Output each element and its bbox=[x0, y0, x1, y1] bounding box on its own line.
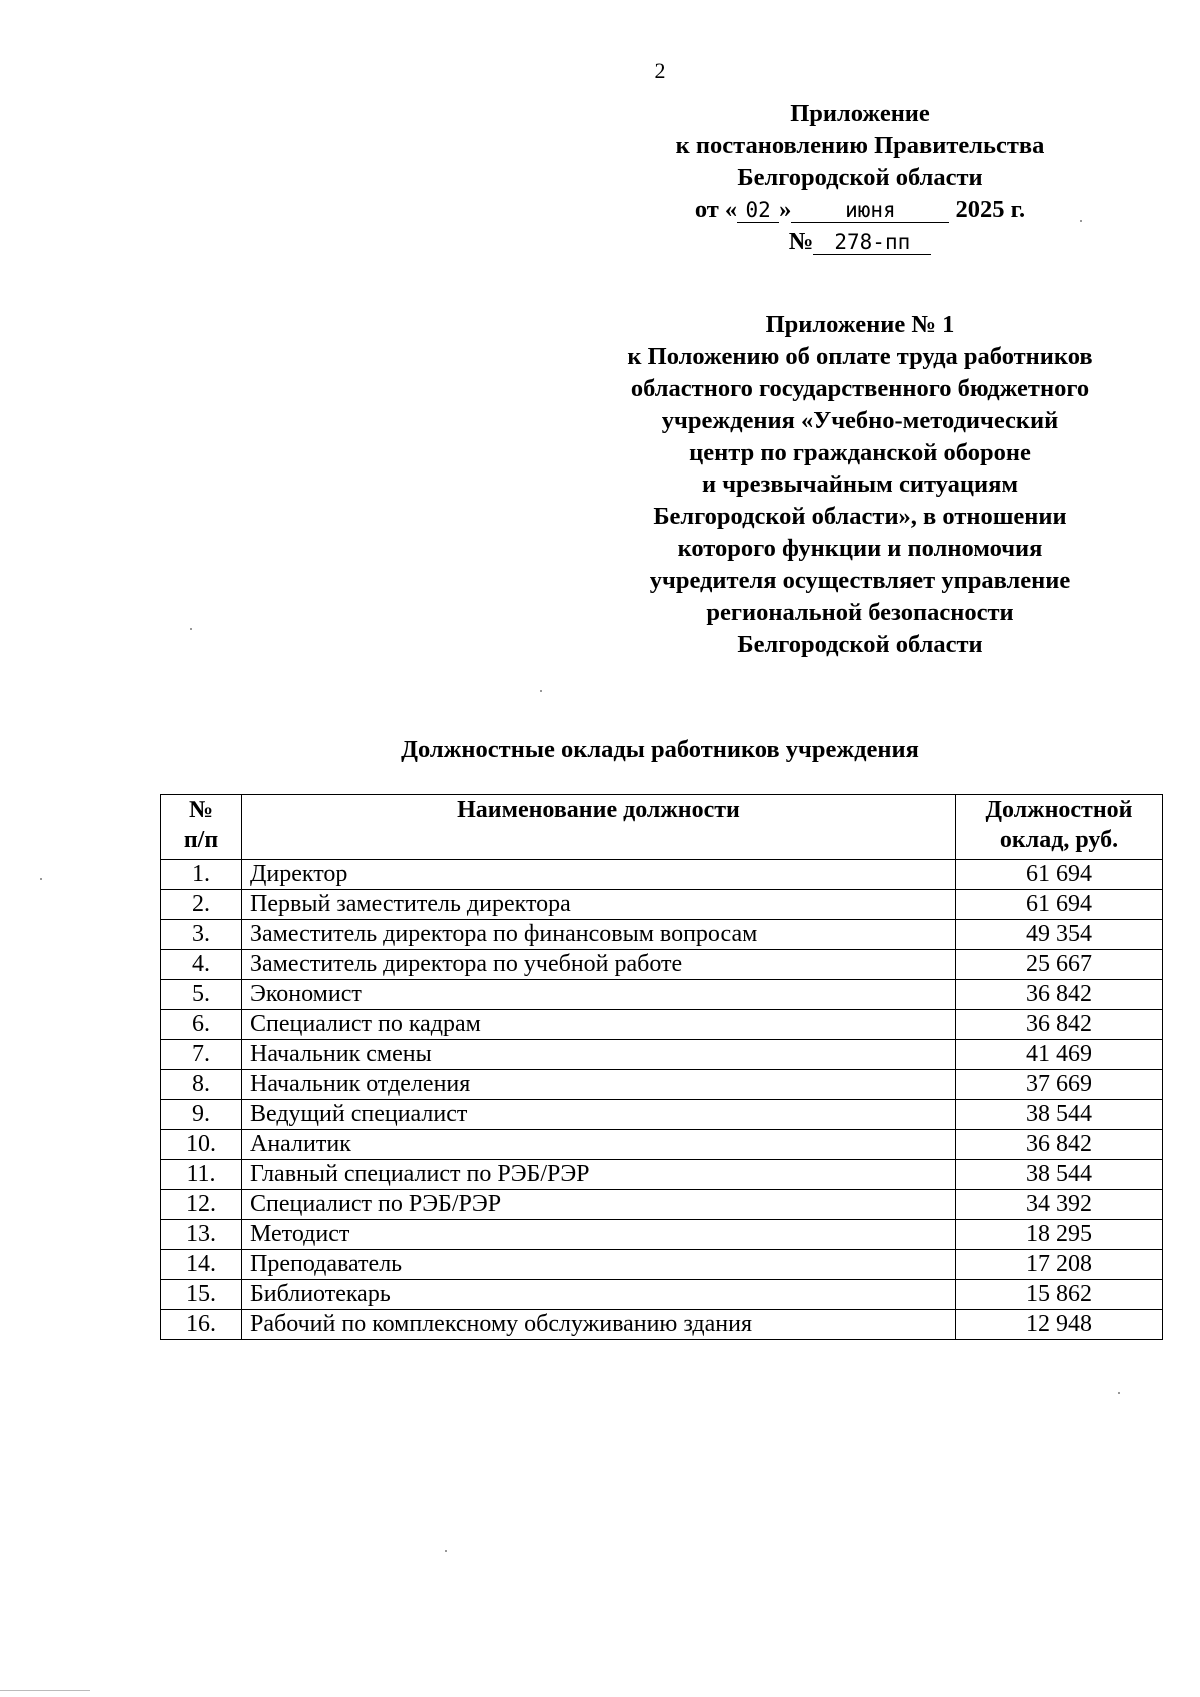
appendix-one-line: центр по гражданской обороне bbox=[689, 439, 1031, 466]
row-position-cell: Ведущий специалист bbox=[242, 1100, 956, 1130]
table-row bbox=[161, 860, 1163, 890]
row-position-cell: Специалист по кадрам bbox=[242, 1010, 956, 1040]
date-prefix: от « bbox=[694, 196, 738, 223]
scan-speck bbox=[540, 690, 542, 692]
date-day: 02 bbox=[737, 198, 779, 223]
table-body bbox=[161, 860, 1163, 1340]
number-value: 278-пп bbox=[813, 230, 931, 255]
row-number-cell: 2. bbox=[161, 890, 242, 920]
row-number-cell: 16. bbox=[161, 1310, 242, 1340]
table-header-row bbox=[161, 795, 1163, 860]
page-number: 2 bbox=[654, 58, 666, 83]
table-row bbox=[161, 920, 1163, 950]
row-position-cell: Первый заместитель директора bbox=[242, 890, 956, 920]
row-number-cell: 3. bbox=[161, 920, 242, 950]
header-salary-line: Должностной bbox=[985, 797, 1133, 823]
row-position-cell: Преподаватель bbox=[242, 1250, 956, 1280]
table-row bbox=[161, 1040, 1163, 1070]
header-salary bbox=[956, 795, 1163, 860]
appendix-header-line: к постановлению Правительства bbox=[675, 132, 1045, 159]
header-number bbox=[161, 795, 242, 860]
table-row bbox=[161, 950, 1163, 980]
row-salary-cell: 25 667 bbox=[956, 950, 1163, 980]
header-salary-line: оклад, руб. bbox=[999, 827, 1119, 853]
header-number-line: п/п bbox=[183, 827, 219, 853]
row-salary-cell: 38 544 bbox=[956, 1100, 1163, 1130]
scan-edge-line bbox=[0, 1690, 90, 1691]
table-row bbox=[161, 890, 1163, 920]
row-number-cell: 8. bbox=[161, 1070, 242, 1100]
header-number-line: № bbox=[188, 797, 214, 823]
appendix-one-line: которого функции и полномочия bbox=[677, 535, 1043, 562]
decree-date bbox=[600, 194, 1120, 226]
row-number-cell: 9. bbox=[161, 1100, 242, 1130]
row-position-cell: Заместитель директора по учебной работе bbox=[242, 950, 956, 980]
row-number-cell: 10. bbox=[161, 1130, 242, 1160]
appendix-one-line: областного государственного бюджетного bbox=[630, 375, 1090, 402]
salary-table bbox=[160, 794, 1163, 1340]
date-year: 2025 г. bbox=[955, 196, 1026, 223]
row-number-cell: 15. bbox=[161, 1280, 242, 1310]
appendix-one bbox=[600, 309, 1120, 661]
number-prefix: № bbox=[788, 228, 814, 255]
appendix-one-line: Приложение № 1 bbox=[765, 311, 955, 338]
row-position-cell: Экономист bbox=[242, 980, 956, 1010]
table-row bbox=[161, 1160, 1163, 1190]
table-row bbox=[161, 1100, 1163, 1130]
row-position-cell: Заместитель директора по финансовым вопросам bbox=[242, 920, 956, 950]
row-salary-cell: 17 208 bbox=[956, 1250, 1163, 1280]
row-salary-cell: 38 544 bbox=[956, 1160, 1163, 1190]
appendix-one-line: учредителя осуществляет управление bbox=[649, 567, 1071, 594]
row-position-cell: Рабочий по комплексному обслуживанию здания bbox=[242, 1310, 956, 1340]
date-mid: » bbox=[779, 196, 792, 223]
row-number-cell: 13. bbox=[161, 1220, 242, 1250]
header-position: Наименование должности bbox=[242, 795, 956, 860]
row-salary-cell: 18 295 bbox=[956, 1220, 1163, 1250]
appendix-header-line: Приложение bbox=[790, 100, 930, 127]
appendix-header-line: Белгородской области bbox=[737, 164, 983, 191]
row-salary-cell: 49 354 bbox=[956, 920, 1163, 950]
row-position-cell: Начальник смены bbox=[242, 1040, 956, 1070]
row-number-cell: 7. bbox=[161, 1040, 242, 1070]
row-number-cell: 14. bbox=[161, 1250, 242, 1280]
table-title: Должностные оклады работников учреждения bbox=[401, 736, 919, 763]
table-row bbox=[161, 1280, 1163, 1310]
row-number-cell: 12. bbox=[161, 1190, 242, 1220]
row-salary-cell: 37 669 bbox=[956, 1070, 1163, 1100]
table-row bbox=[161, 1070, 1163, 1100]
scan-speck bbox=[1118, 1392, 1120, 1394]
table-row bbox=[161, 1220, 1163, 1250]
appendix-one-line: учреждения «Учебно-методический bbox=[661, 407, 1059, 434]
row-salary-cell: 61 694 bbox=[956, 860, 1163, 890]
appendix-one-line: Белгородской области», в отношении bbox=[653, 503, 1067, 530]
table-row bbox=[161, 980, 1163, 1010]
row-salary-cell: 15 862 bbox=[956, 1280, 1163, 1310]
appendix-one-line: и чрезвычайным ситуациям bbox=[701, 471, 1019, 498]
row-salary-cell: 36 842 bbox=[956, 1010, 1163, 1040]
row-number-cell: 1. bbox=[161, 860, 242, 890]
row-number-cell: 5. bbox=[161, 980, 242, 1010]
row-number-cell: 4. bbox=[161, 950, 242, 980]
table-row bbox=[161, 1190, 1163, 1220]
decree-number bbox=[600, 226, 1120, 258]
table-row bbox=[161, 1310, 1163, 1340]
row-salary-cell: 36 842 bbox=[956, 1130, 1163, 1160]
appendix-one-line: Белгородской области bbox=[737, 631, 983, 658]
table-row bbox=[161, 1130, 1163, 1160]
row-position-cell: Методист bbox=[242, 1220, 956, 1250]
row-position-cell: Директор bbox=[242, 860, 956, 890]
scan-speck bbox=[190, 628, 192, 630]
row-position-cell: Начальник отделения bbox=[242, 1070, 956, 1100]
row-position-cell: Главный специалист по РЭБ/РЭР bbox=[242, 1160, 956, 1190]
scan-speck bbox=[1080, 220, 1082, 222]
appendix-one-line: к Положению об оплате труда работников bbox=[627, 343, 1093, 370]
table-row bbox=[161, 1010, 1163, 1040]
date-month: июня bbox=[791, 198, 949, 223]
row-position-cell: Библиотекарь bbox=[242, 1280, 956, 1310]
row-salary-cell: 36 842 bbox=[956, 980, 1163, 1010]
row-salary-cell: 41 469 bbox=[956, 1040, 1163, 1070]
row-number-cell: 6. bbox=[161, 1010, 242, 1040]
row-number-cell: 11. bbox=[161, 1160, 242, 1190]
row-position-cell: Специалист по РЭБ/РЭР bbox=[242, 1190, 956, 1220]
table-row bbox=[161, 1250, 1163, 1280]
scan-speck bbox=[445, 1550, 447, 1552]
row-salary-cell: 12 948 bbox=[956, 1310, 1163, 1340]
appendix-header bbox=[600, 98, 1120, 258]
appendix-one-line: региональной безопасности bbox=[706, 599, 1014, 626]
row-position-cell: Аналитик bbox=[242, 1130, 956, 1160]
scan-speck bbox=[40, 878, 42, 880]
row-salary-cell: 61 694 bbox=[956, 890, 1163, 920]
row-salary-cell: 34 392 bbox=[956, 1190, 1163, 1220]
